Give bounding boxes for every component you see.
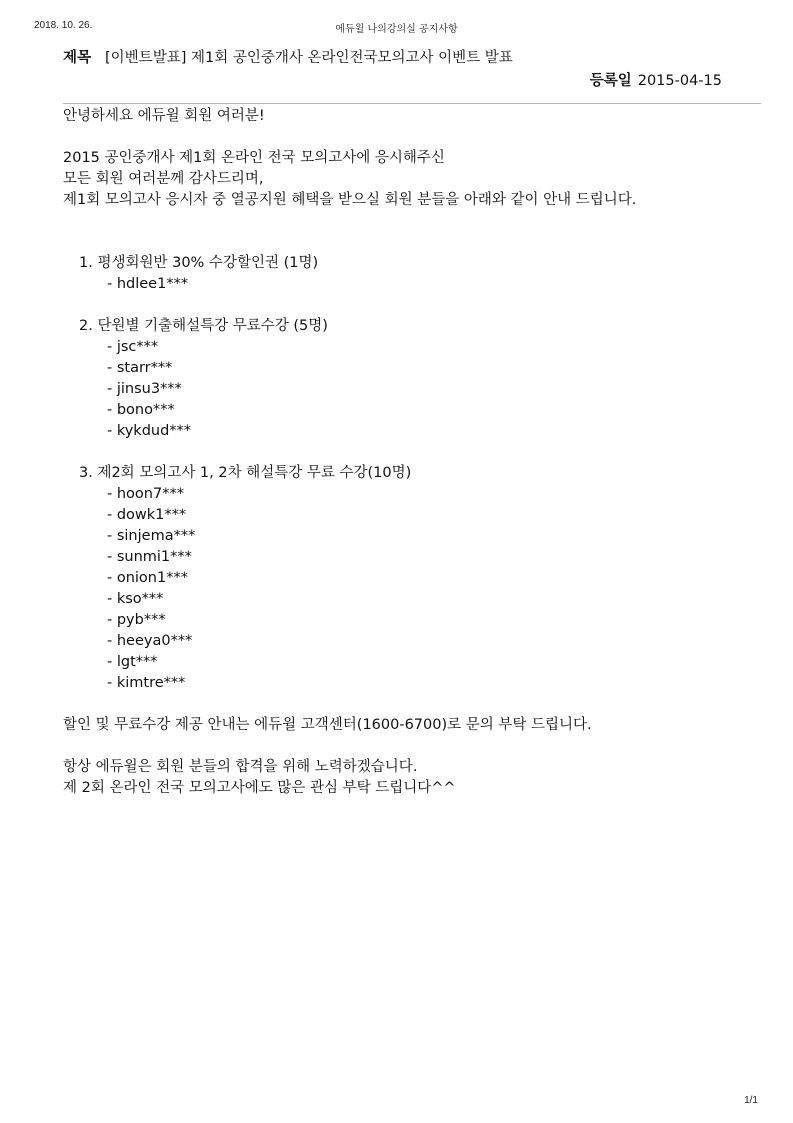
- intro-line: 모든 회원 여러분께 감사드리며,: [63, 171, 264, 187]
- winner-item: - kykdud***: [107, 423, 192, 439]
- prize-title: 1. 평생회원반 30% 수강할인권 (1명): [79, 255, 319, 271]
- prize-title: 2. 단원별 기출해설특강 무료수강 (5명): [79, 318, 328, 334]
- print-page-number: 1/1: [744, 1095, 758, 1106]
- prize-title: 3. 제2회 모의고사 1, 2차 해설특강 무료 수강(10명): [79, 465, 412, 481]
- spacer: [79, 295, 753, 316]
- header-divider: [63, 103, 761, 104]
- closing-line: 제 2회 온라인 전국 모의고사에도 많은 관심 부탁 드립니다^^: [63, 780, 456, 796]
- print-date: 2018. 10. 26.: [34, 20, 93, 31]
- date-label: 등록일: [589, 73, 632, 89]
- winner-item: - sinjema***: [107, 528, 196, 544]
- notice-subject-row: [63, 46, 513, 67]
- spacer: [63, 736, 753, 757]
- winner-item: - heeya0***: [107, 633, 193, 649]
- winner-item: - lgt***: [107, 654, 158, 670]
- intro-line: 제1회 모의고사 응시자 중 열공지원 혜택을 받으실 회원 분들을 아래와 같이 안내 드립니다.: [63, 192, 637, 208]
- contact-info: 할인 및 무료수강 제공 안내는 에듀윌 고객센터(1600-6700)로 문의 부탁 드립니다.: [63, 717, 592, 733]
- intro-line: 2015 공인중개사 제1회 온라인 전국 모의고사에 응시해주신: [63, 150, 445, 166]
- spacer: [63, 211, 753, 253]
- spacer: [63, 694, 753, 715]
- notice-body: [63, 106, 753, 799]
- winner-item: - jinsu3***: [107, 381, 182, 397]
- winner-item: - kso***: [107, 591, 164, 607]
- closing-line: 항상 에듀윌은 회원 분들의 합격을 위해 노력하겠습니다.: [63, 759, 418, 775]
- winner-item: - bono***: [107, 402, 175, 418]
- winner-item: - starr***: [107, 360, 173, 376]
- spacer: [63, 127, 753, 148]
- subject-label: 제목: [63, 50, 92, 66]
- notice-date: 2015-04-15: [637, 73, 722, 89]
- notice-date-row: [590, 69, 722, 90]
- spacer: [79, 442, 753, 463]
- winner-item: - sunmi1***: [107, 549, 192, 565]
- winner-item: - dowk1***: [107, 507, 187, 523]
- winner-item: - pyb***: [107, 612, 166, 628]
- prize-list: [63, 253, 753, 694]
- winner-item: - jsc***: [107, 339, 159, 355]
- print-page-title: 에듀윌 나의강의실 공지사항: [335, 24, 458, 35]
- winner-item: - kimtre***: [107, 675, 186, 691]
- winner-item: - onion1***: [107, 570, 188, 586]
- greeting: 안녕하세요 에듀윌 회원 여러분!: [63, 108, 265, 124]
- winner-item: - hoon7***: [107, 486, 184, 502]
- winner-item: - hdlee1***: [107, 276, 189, 292]
- notice-subject: [이벤트발표] 제1회 공인중개사 온라인전국모의고사 이벤트 발표: [105, 50, 513, 66]
